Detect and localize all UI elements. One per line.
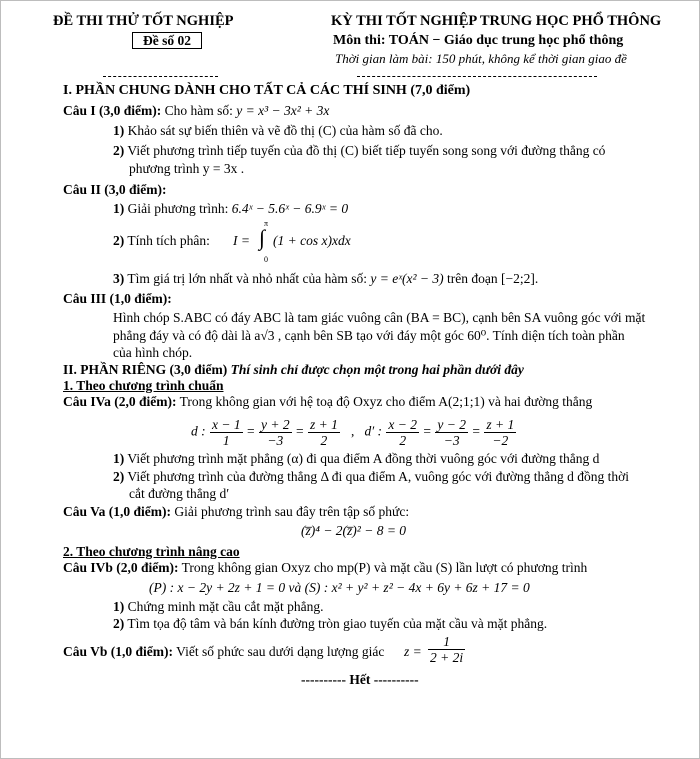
item-text: Giải phương trình:	[127, 201, 229, 216]
item-formula: 6.4ˣ − 5.6ˣ − 6.9ˣ = 0	[231, 201, 349, 216]
end-marker: ---------- Hết ----------	[301, 672, 419, 687]
q4a-item1	[113, 451, 599, 467]
integral-body: (1 + cos x)xdx	[273, 233, 351, 248]
left-title: ĐỀ THI THỬ TỐT NGHIỆP	[53, 13, 234, 29]
left-divider	[103, 76, 218, 77]
integral-lhs: I =	[233, 233, 250, 248]
q4b-item1	[113, 599, 324, 615]
part2-heading-italic: Thí sinh chỉ được chọn một trong hai phần dưới đây	[230, 362, 524, 377]
d-fraction-z	[308, 417, 340, 448]
item-number: 2)	[113, 143, 125, 158]
equals-sign: =	[423, 423, 432, 439]
line-equations	[191, 417, 517, 448]
q4b-text: Trong không gian Oxyz cho mp(P) và mặt cầu (S) lần lượt có phương trình	[181, 560, 588, 575]
q5b-label: Câu Vb (1,0 điểm):	[63, 644, 174, 659]
fraction-numerator: x − 2	[388, 417, 418, 432]
q1-line	[63, 103, 329, 119]
item-text: Tính tích phân:	[127, 233, 210, 248]
item-text: Tìm giá trị lớn nhất và nhỏ nhất của hàm số:	[127, 271, 367, 286]
q1-label: Câu I (3,0 điểm):	[63, 103, 162, 118]
q5b-line	[63, 644, 384, 660]
equals-sign: =	[472, 423, 481, 439]
q3-line1: Hình chóp S.ABC có đáy ABC là tam giác vuông cân (BA = BC), cạnh bên SA vuông góc với mặt	[113, 310, 646, 325]
q2-item2	[113, 233, 210, 249]
item-number: 3)	[113, 271, 125, 286]
fraction-numerator: y + 2	[260, 417, 290, 432]
q1-item2-cont: phương trình y = 3x .	[129, 161, 245, 176]
q3-line2: phẳng đáy và có độ dài là a√3 , cạnh bên SB tạo với đáy một góc 60⁰. Tính diện tích toàn phần	[113, 328, 625, 343]
q1-item1	[113, 123, 443, 139]
q2-label: Câu II (3,0 điểm):	[63, 182, 167, 197]
q3-label: Câu III (1,0 điểm):	[63, 291, 172, 306]
q4a-item2	[113, 469, 629, 485]
fraction-denominator: 2	[320, 433, 328, 448]
q5b-lhs: z =	[404, 644, 422, 659]
time-limit: Thời gian làm bài: 150 phút, không kể thời gian giao đề	[335, 51, 627, 66]
item-number: 2)	[113, 469, 125, 484]
q5b-fraction	[427, 634, 466, 665]
item-range: trên đoạn [−2;2].	[447, 271, 539, 286]
part2-heading	[63, 362, 524, 378]
q5b-text: Viết số phức sau dưới dạng lượng giác	[176, 644, 385, 659]
integral-lower: 0	[264, 255, 268, 264]
q5a-formula: (z̅)⁴ − 2(z̅)² − 8 = 0	[301, 523, 407, 538]
integral-sign-icon: ∫	[259, 225, 266, 250]
item-formula: y = eˣ(x² − 3)	[370, 271, 444, 286]
fraction-numerator: 1	[428, 634, 465, 650]
fraction-denominator: 2	[399, 433, 407, 448]
d-fraction-y	[259, 417, 292, 448]
q5a-line	[63, 504, 409, 520]
q1-item2	[113, 143, 605, 159]
q2-item3	[113, 271, 538, 287]
prog1-title: 1. Theo chương trình chuẩn	[63, 378, 224, 393]
item-number: 1)	[113, 123, 125, 138]
q5a-text: Giải phương trình sau đây trên tập số phức:	[174, 504, 410, 519]
fraction-numerator: x − 1	[212, 417, 241, 432]
item-text: Chứng minh mặt cầu cắt mặt phẳng.	[127, 599, 324, 614]
item-text: Khảo sát sự biến thiên và vẽ đồ thị (C) của hàm số đã cho.	[127, 123, 443, 138]
item-number: 1)	[113, 451, 125, 466]
q1-formula: y = x³ − 3x² + 3x	[236, 103, 330, 118]
item-text: Viết phương trình mặt phẳng (α) đi qua điểm A đồng thời vuông góc với đường thẳng d	[127, 451, 600, 466]
fraction-denominator: −3	[267, 433, 284, 448]
item-number: 2)	[113, 616, 125, 631]
item-number: 1)	[113, 599, 125, 614]
q4b-item2	[113, 616, 547, 632]
line-dprime-name: d′ :	[364, 423, 383, 439]
d-fraction-x	[210, 417, 243, 448]
fraction-denominator: −2	[492, 433, 509, 448]
q4b-formula: (P) : x − 2y + 2z + 1 = 0 và (S) : x² + y² + z² − 4x + 6y + 6z + 17 = 0	[149, 580, 530, 595]
separator: ,	[350, 423, 355, 439]
q2-item1	[113, 201, 348, 217]
line-d-name: d :	[191, 423, 206, 439]
q4a-text: Trong không gian với hệ toạ độ Oxyz cho điểm A(2;1;1) và hai đường thẳng	[179, 394, 593, 409]
prog2-title: 2. Theo chương trình nâng cao	[63, 544, 240, 559]
subject: Môn thi: TOÁN − Giáo dục trung học phổ thông	[333, 33, 624, 48]
dp-fraction-y	[435, 417, 468, 448]
part2-heading-bold: II. PHẦN RIÊNG (3,0 điểm)	[63, 362, 228, 377]
integral-upper: π	[264, 219, 269, 228]
item-text: Viết phương trình của đường thẳng Δ đi qua điểm A, vuông góc với đường thẳng d đồng thời	[127, 469, 629, 484]
dp-fraction-z	[484, 417, 516, 448]
equals-sign: =	[295, 423, 304, 439]
fraction-numerator: y − 2	[437, 417, 467, 432]
fraction-numerator: z + 1	[486, 417, 515, 432]
q4a-line	[63, 394, 592, 410]
dp-fraction-x	[386, 417, 419, 448]
q5b-frac	[428, 634, 465, 665]
item-text: Tìm tọa độ tâm và bán kính đường tròn giao tuyến của mặt cầu và mặt phẳng.	[127, 616, 548, 631]
right-title: KỲ THI TỐT NGHIỆP TRUNG HỌC PHỔ THÔNG	[331, 13, 662, 29]
right-divider	[357, 76, 597, 77]
q1-intro: Cho hàm số:	[164, 103, 233, 118]
item-text: Viết phương trình tiếp tuyến của đồ thị (C) biết tiếp tuyến song song với đường thẳng có	[127, 143, 606, 158]
part1-heading: I. PHẦN CHUNG DÀNH CHO TẤT CẢ CÁC THÍ SINH (7,0 điểm)	[63, 83, 471, 98]
q4b-label: Câu IVb (2,0 điểm):	[63, 560, 179, 575]
fraction-denominator: −3	[443, 433, 460, 448]
q4a-item2-cont: cắt đường thẳng d′	[129, 486, 230, 501]
fraction-denominator: 1	[222, 433, 230, 448]
item-number: 2)	[113, 233, 125, 248]
exam-number: Đề số 02	[132, 32, 202, 49]
q3-line3: của hình chóp.	[113, 345, 193, 360]
fraction-denominator: 2 + 2i	[430, 650, 464, 665]
q4b-line	[63, 560, 587, 576]
equals-sign: =	[246, 423, 255, 439]
fraction-numerator: z + 1	[309, 417, 338, 432]
item-number: 1)	[113, 201, 125, 216]
q5a-label: Câu Va (1,0 điểm):	[63, 504, 172, 519]
q4a-label: Câu IVa (2,0 điểm):	[63, 394, 177, 409]
